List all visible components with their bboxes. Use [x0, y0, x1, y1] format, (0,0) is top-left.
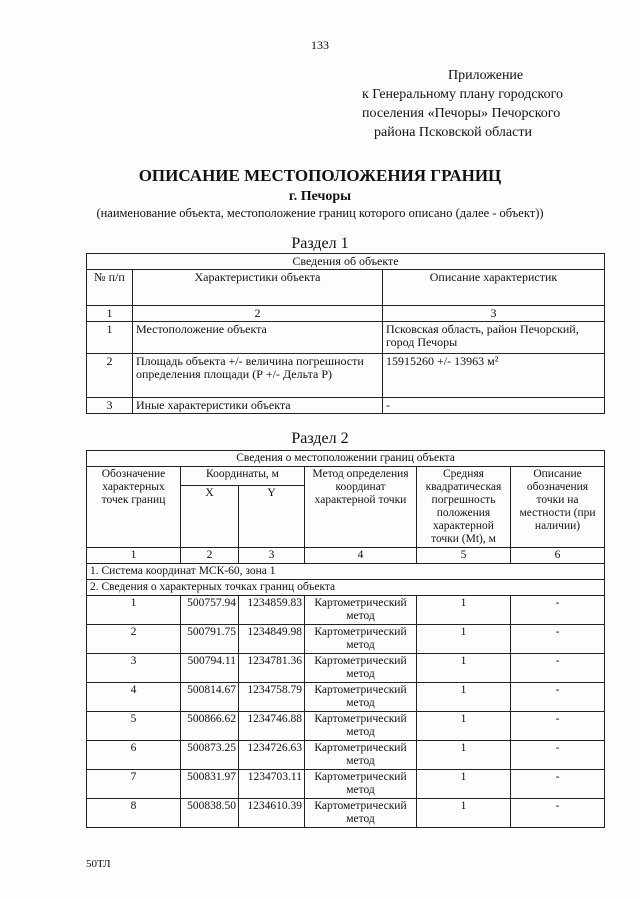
table-caption: Сведения об объекте	[87, 254, 605, 270]
method: Картометрический метод	[305, 625, 417, 654]
point-id: 4	[87, 683, 181, 712]
object-name: г. Печоры	[288, 189, 352, 204]
column-index: 2	[181, 548, 239, 564]
table-row	[87, 625, 605, 654]
coord-x: 500814.67	[181, 683, 239, 712]
coord-y: 1234758.79	[239, 683, 305, 712]
appendix-note	[362, 66, 612, 142]
section2-heading: Раздел 2	[291, 430, 349, 447]
table-row	[87, 354, 605, 398]
column-header: № п/п	[87, 270, 133, 306]
column-header: Y	[239, 486, 305, 548]
column-header: Средняя квадратическая погрешность положения характерной точки (Mt), м	[417, 467, 511, 548]
method: Картометрический метод	[305, 712, 417, 741]
coord-y: 1234610.39	[239, 799, 305, 828]
coord-y: 1234859.83	[239, 596, 305, 625]
coord-y: 1234726.63	[239, 741, 305, 770]
appendix-line: района Псковской области	[374, 125, 532, 140]
column-header: Обозначение характерных точек границ	[87, 467, 181, 548]
coord-y: 1234781.36	[239, 654, 305, 683]
accuracy: 1	[417, 799, 511, 828]
point-id: 7	[87, 770, 181, 799]
point-id: 3	[87, 654, 181, 683]
column-header: Координаты, м	[181, 467, 305, 486]
accuracy: 1	[417, 683, 511, 712]
coord-x: 500791.75	[181, 625, 239, 654]
column-index: 4	[305, 548, 417, 564]
characteristic-value: 15915260 +/- 13963 м²	[383, 354, 605, 398]
coordinate-system-label: 1. Система координат МСК-60, зона 1	[87, 564, 605, 580]
table-row	[87, 770, 605, 799]
column-index: 6	[511, 548, 605, 564]
table-row	[87, 398, 605, 414]
page-number: 133	[311, 38, 329, 52]
characteristic-name: Площадь объекта +/- величина погрешности определения площади (Р +/- Дельта Р)	[133, 354, 383, 398]
accuracy: 1	[417, 625, 511, 654]
method: Картометрический метод	[305, 770, 417, 799]
accuracy: 1	[417, 596, 511, 625]
table-row	[87, 654, 605, 683]
method: Картометрический метод	[305, 596, 417, 625]
section1-heading: Раздел 1	[291, 235, 349, 252]
coord-x: 500838.50	[181, 799, 239, 828]
mark-description: -	[511, 799, 605, 828]
mark-description: -	[511, 625, 605, 654]
boundary-points-table	[86, 450, 605, 828]
mark-description: -	[511, 654, 605, 683]
point-id: 2	[87, 625, 181, 654]
characteristic-value: Псковская область, район Печорский, город Печоры	[383, 322, 605, 354]
points-caption: 2. Сведения о характерных точках границ объекта	[87, 580, 605, 596]
appendix-line: к Генеральному плану городского	[362, 87, 564, 102]
column-header: X	[181, 486, 239, 548]
column-header: Описание обозначения точки на местности (при наличии)	[511, 467, 605, 548]
coord-y: 1234746.88	[239, 712, 305, 741]
column-index: 1	[87, 306, 133, 322]
footer-code: 50ТЛ	[86, 858, 111, 870]
accuracy: 1	[417, 770, 511, 799]
method: Картометрический метод	[305, 799, 417, 828]
object-info-table	[86, 253, 605, 414]
table-row	[87, 596, 605, 625]
column-index: 5	[417, 548, 511, 564]
appendix-line: поселения «Печоры» Печорского	[362, 106, 561, 121]
table-row	[87, 712, 605, 741]
coord-y: 1234703.11	[239, 770, 305, 799]
accuracy: 1	[417, 654, 511, 683]
table-row	[87, 683, 605, 712]
mark-description: -	[511, 741, 605, 770]
mark-description: -	[511, 596, 605, 625]
coord-y: 1234849.98	[239, 625, 305, 654]
method: Картометрический метод	[305, 654, 417, 683]
point-id: 5	[87, 712, 181, 741]
coord-x: 500831.97	[181, 770, 239, 799]
column-index: 1	[87, 548, 181, 564]
point-id: 6	[87, 741, 181, 770]
row-number: 2	[87, 354, 133, 398]
column-index: 2	[133, 306, 383, 322]
coord-x: 500757.94	[181, 596, 239, 625]
method: Картометрический метод	[305, 741, 417, 770]
document-title: ОПИСАНИЕ МЕСТОПОЛОЖЕНИЯ ГРАНИЦ	[138, 166, 502, 185]
row-number: 3	[87, 398, 133, 414]
column-header: Характеристики объекта	[133, 270, 383, 306]
coord-x: 500794.11	[181, 654, 239, 683]
table-row	[87, 799, 605, 828]
accuracy: 1	[417, 741, 511, 770]
column-header: Метод определения координат характерной точки	[305, 467, 417, 548]
mark-description: -	[511, 683, 605, 712]
mark-description: -	[511, 712, 605, 741]
mark-description: -	[511, 770, 605, 799]
column-index: 3	[383, 306, 605, 322]
appendix-line: Приложение	[448, 68, 524, 83]
row-number: 1	[87, 322, 133, 354]
column-header: Описание характеристик	[383, 270, 605, 306]
characteristic-name: Местоположение объекта	[133, 322, 383, 354]
object-description: (наименование объекта, местоположение границ которого описано (далее - объект))	[96, 206, 544, 220]
table-caption: Сведения о местоположении границ объекта	[87, 451, 605, 467]
characteristic-value: -	[383, 398, 605, 414]
table-row	[87, 322, 605, 354]
method: Картометрический метод	[305, 683, 417, 712]
accuracy: 1	[417, 712, 511, 741]
column-index: 3	[239, 548, 305, 564]
characteristic-name: Иные характеристики объекта	[133, 398, 383, 414]
table-row	[87, 741, 605, 770]
point-id: 8	[87, 799, 181, 828]
coord-x: 500873.25	[181, 741, 239, 770]
coord-x: 500866.62	[181, 712, 239, 741]
point-id: 1	[87, 596, 181, 625]
